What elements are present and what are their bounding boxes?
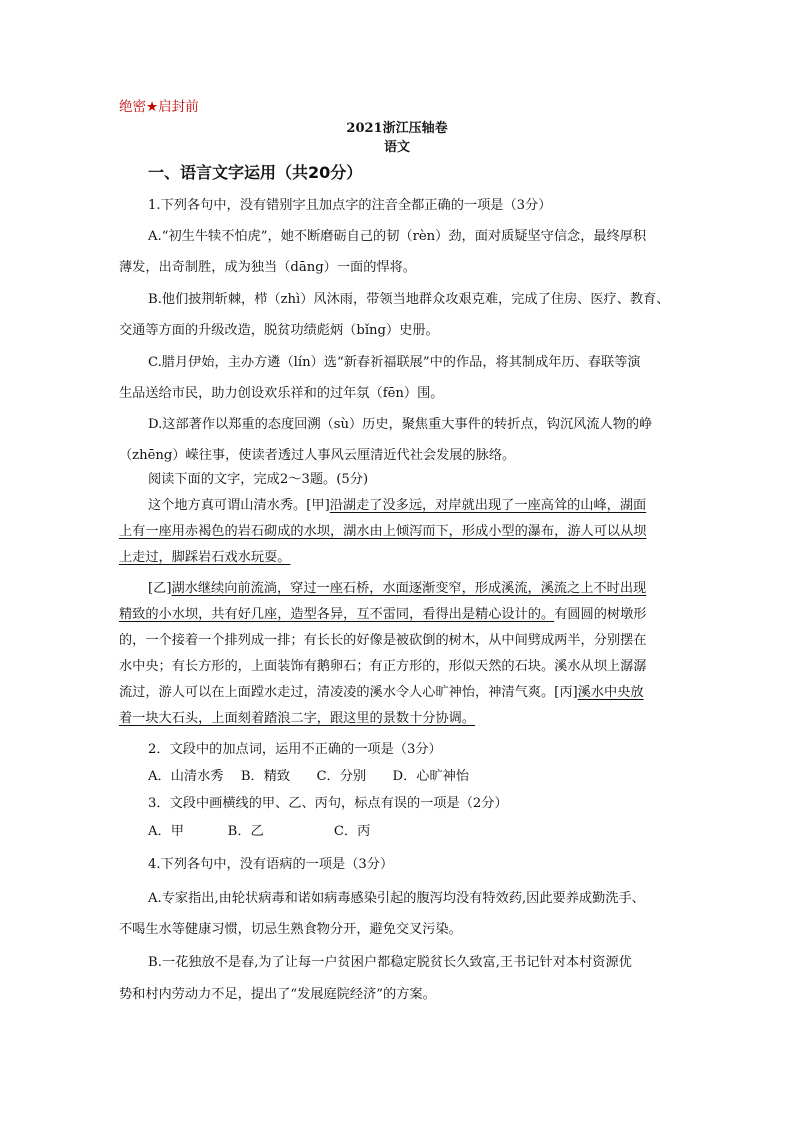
confidential-prefix: 绝密 bbox=[119, 99, 146, 115]
q2-stem: 2．文段中的加点词，运用不正确的一项是（3分） bbox=[148, 742, 442, 757]
q1-option-a-line1: A.“初生牛犊不怕虎”，她不断磨砺自己的韧（rèn）劲，面对质疑坚守信念，最终厚积 bbox=[148, 229, 647, 244]
q3-options: A．甲 B．乙 C．丙 bbox=[148, 824, 371, 839]
subject-title: 语文 bbox=[383, 140, 410, 155]
passage-line bbox=[119, 605, 647, 625]
q1-option-c-line2: 生品送给市民，助力创设欢乐祥和的过年氛（fēn）围。 bbox=[119, 386, 444, 401]
q1-option-b-line2: 交通等方面的升级改造，脱贫功绩彪炳（bǐng）史册。 bbox=[119, 323, 439, 338]
q1-stem: 1.下列各句中，没有错别字且加点字的注音全都正确的一项是（3分） bbox=[148, 198, 552, 213]
passage-line bbox=[148, 579, 646, 599]
q2-options: A．山清水秀 B．精致 C．分别 D．心旷神怡 bbox=[148, 769, 470, 784]
sentence-jia-line2: 上有一座用赤褐色的岩石砌成的水坝，湖水由上倾泻而下，形成小型的瀑布，游人可以从坝 bbox=[119, 524, 647, 539]
sentence-bing: 溪水中央放 bbox=[577, 685, 644, 700]
q4-option-b-line2: 势和村内劳动力不足，提出了“发展庭院经济”的方案。 bbox=[119, 987, 436, 1002]
sentence-yi: 湖水继续向前流淌，穿过一座石桥，水面逐渐变窄，形成溪流，溪流之上不时出现 bbox=[171, 581, 647, 596]
q4-option-b-line1: B.一花独放不是春,为了让每一户贫困户都稳定脱贫长久致富,王书记针对本村资源优 bbox=[148, 955, 632, 970]
q1-option-c-line1: C.腊月伊始，主办方遴（lín）选“新春祈福联展”中的作品，将其制成年历、春联等演 bbox=[148, 355, 641, 370]
passage-text: 这个地方真可谓山清水秀。[甲] bbox=[148, 498, 330, 513]
sentence-jia: 沿湖走了没多远，对岸就出现了一座高耸的山峰，湖面 bbox=[329, 498, 647, 513]
q4-option-a-line1: A.专家指出,由轮状病毒和诺如病毒感染引起的腹泻均没有特效药,因此要养成勤洗手、 bbox=[148, 891, 645, 906]
confidential-mark bbox=[119, 97, 199, 117]
q4-option-a-line2: 不喝生水等健康习惯，切忌生熟食物分开，避免交叉污染。 bbox=[119, 922, 462, 937]
passage-text: 有圆圆的树墩形 bbox=[554, 607, 647, 622]
q1-option-a-line2: 薄发，出奇制胜，成为独当（dāng）一面的悍将。 bbox=[119, 260, 416, 275]
q4-stem: 4.下列各句中，没有语病的一项是（3分） bbox=[148, 857, 394, 872]
q1-option-d-line1: D.这部著作以郑重的态度回溯（sù）历史，聚焦重大事件的转折点，钩沉风流人物的峥 bbox=[148, 417, 653, 432]
sentence-bing-line2: 着一块大石头，上面刻着踏浪二字，跟这里的景数十分协调。 bbox=[119, 711, 476, 726]
exam-title: 2021浙江压轴卷 bbox=[346, 121, 448, 136]
sentence-jia-line3: 上走过，脚踩岩石戏水玩耍。 bbox=[119, 550, 291, 565]
passage-line: 的，一个接着一个排列成一排；有长长的好像是被砍倒的树木，从中间劈成两半，分别摆在 bbox=[119, 633, 647, 648]
passage-line bbox=[119, 683, 644, 703]
sentence-yi-mark: [乙] bbox=[148, 581, 172, 596]
section-heading: 一、语言文字运用（共20分） bbox=[148, 163, 363, 182]
reading-intro: 阅读下面的文字，完成2～3题。(5分) bbox=[148, 472, 369, 487]
sentence-yi-line2: 精致的小水坝，共有好几座，造型各异，互不雷同，看得出是精心设计的。 bbox=[119, 607, 555, 622]
q1-option-b-line1: B.他们披荆斩棘，栉（zhì）风沐雨，带领当地群众攻艰克难，完成了住房、医疗、教育、 bbox=[148, 292, 670, 307]
star-icon: ★ bbox=[146, 99, 159, 115]
passage-line bbox=[148, 496, 646, 516]
q1-option-d-line2: （zhēng）嵘往事，使读者透过人事风云厘清近代社会发展的脉络。 bbox=[119, 448, 516, 463]
passage-text: 流过，游人可以在上面蹚水走过，清凌凌的溪水令人心旷神怡，神清气爽。[丙] bbox=[119, 685, 578, 700]
q3-stem: 3．文段中画横线的甲、乙、丙句，标点有误的一项是（2分） bbox=[148, 796, 508, 811]
passage-line: 水中央；有长方形的，上面装饰有鹅卵石；有正方形的，形似天然的石块。溪水从坝上潺潺 bbox=[119, 659, 647, 674]
confidential-suffix: 启封前 bbox=[158, 99, 199, 115]
